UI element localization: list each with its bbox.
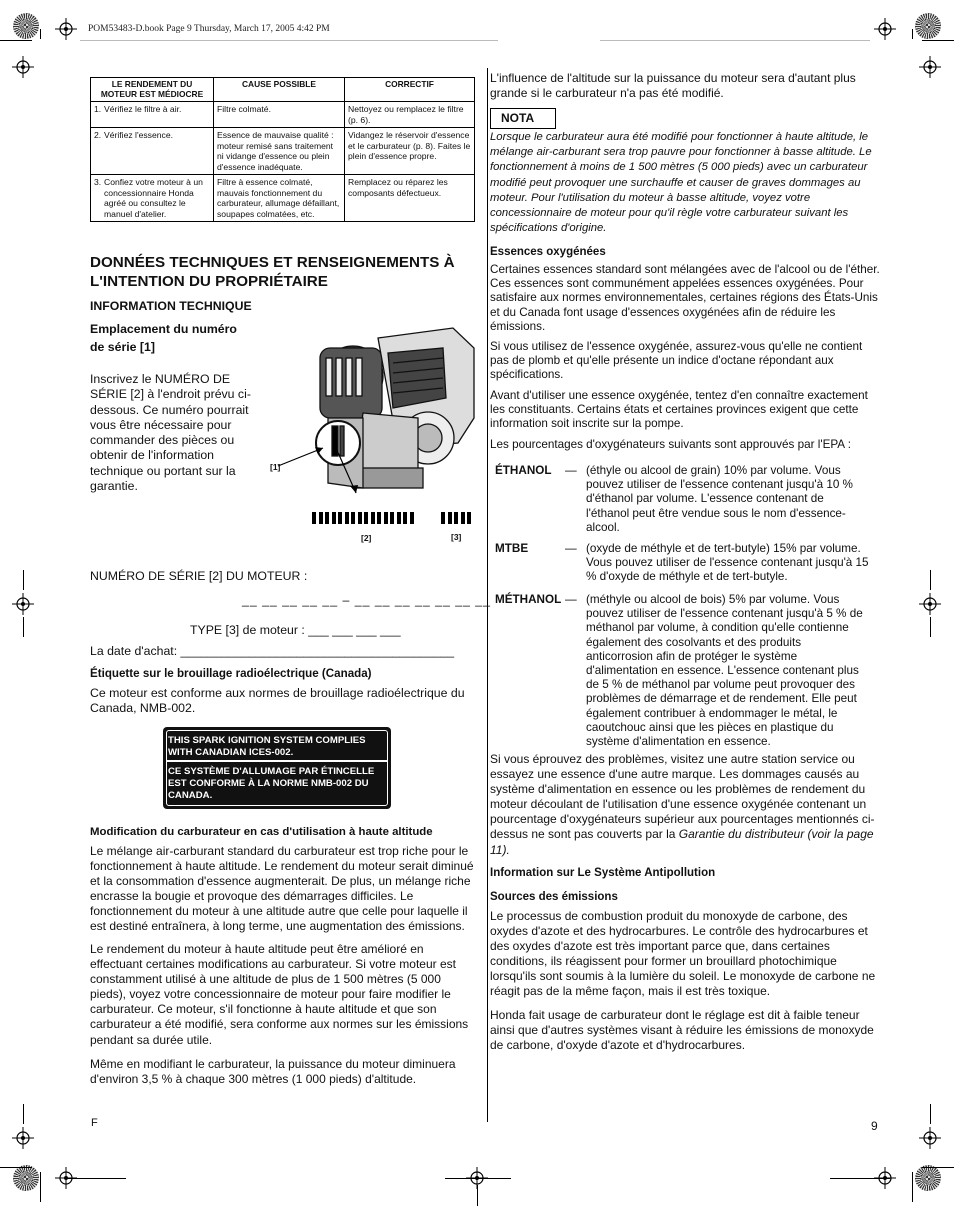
crosshair-mark-icon [919,1127,941,1149]
label-line: CANADA. [168,790,213,801]
table-cell: Filtre à essence colmaté, mauvais fonctionnement du carburateur, allumage défaillant, soupapes colmatées, etc. [214,175,345,222]
registration-disc-icon [915,13,941,39]
gas-description: (oxyde de méthyle et de tert-butyle) 15% par volume. Vous pouvez utiliser de l'essence contenant jusqu'à 15 % d'oxyde de méthyle et de tert-butyle. [586,542,869,584]
header-rule [600,40,870,41]
sources-paragraph: Le processus de combustion produit du monoxyde de carbone, des oxydes d'azote et des hydrocarbures. Le contrôle des hydrocarbures et des oxydes d'azote est très important parce que, dans certaines conditions, ils réagissent pour former un brouillard photochimique lorsqu'ils sont soumis à la lumière du soleil. Le monoxyde de carbone ne réagit pas de la même façon, mais il est très toxique. [490,909,876,999]
table-cell [91,102,214,128]
table-row [91,128,475,175]
trim-line [40,1172,41,1202]
table-cell: Filtre colmaté. [214,102,345,128]
table-header-row [91,78,475,102]
crosshair-mark-icon [919,593,941,615]
page-number: 9 [871,1119,878,1133]
crosshair-mark-icon [874,18,896,40]
registration-disc-icon [13,13,39,39]
purchase-date-field: La date d'achat: ________________________________________ [90,644,455,658]
trim-line [445,1178,511,1179]
header-rule [80,40,498,41]
nota-text: Lorsque le carburateur aura été modifié pour fonctionner à haute altitude, le mélange air-carburant sera trop pauvre pour fonctionner à basse altitude. Le fonctionnement à moins de 1 500 mètres (5 000 pieds) avec un carburateur modifié peut provoquer une surchauffe et causer de graves dommages au moteur. Pour l'utilisation du moteur à basse altitude, voyez votre concessionnaire de moteur pour qu'il règle votre carburateur suivant les spécifications d'origine. [490,131,872,235]
trim-line [912,29,913,39]
trim-line [912,1172,913,1202]
crosshair-mark-icon [12,593,34,615]
gas-label: ÉTHANOL [495,464,552,477]
radio-paragraph: Ce moteur est conforme aux normes de brouillage radioélectrique du Canada, NMB-002. [90,686,465,716]
serial-number-marker [312,511,416,523]
column-header: CAUSE POSSIBLE [214,78,345,102]
oxygenated-paragraph: Avant d'utiliser une essence oxygénée, tentez d'en connaître exactement les constituants. Certains états et certaines provinces exigent que cette information soit inscrite sur la pompe. [490,389,868,431]
label-line: WITH CANADIAN ICES-002. [168,747,294,758]
figure-callout-3: [3] [451,532,462,542]
altitude-paragraph: L'influence de l'altitude sur la puissance du moteur sera d'autant plus grande si le carburateur n'a pas été modifié. [490,71,856,101]
trim-line [40,29,41,39]
table-cell [91,175,214,222]
trim-line [922,1167,954,1168]
oxygenated-paragraph: Les pourcentages d'oxygénateurs suivants sont approuvés par l'EPA : [490,438,851,451]
label-line: CE SYSTÈME D'ALLUMAGE PAR ÉTINCELLE [168,766,375,777]
trim-line [0,1167,32,1168]
trim-line [830,1178,890,1179]
gas-dash: — [565,593,577,606]
trim-line [0,40,32,41]
figure-callout-1: [1] [270,462,281,472]
crosshair-mark-icon [12,56,34,78]
row-number: 2. [94,130,102,140]
nota-box: NOTA [490,108,556,129]
sources-paragraph: Honda fait usage de carburateur dont le réglage est dit à faible teneur ainsi que d'autres systèmes visant à réduire les émissions de monoxyde de carbone, d'oxyde d'azote et d'hydrocarbures. [490,1008,874,1053]
registration-disc-icon [915,1165,941,1191]
serial-field-label: NUMÉRO DE SÉRIE [2] DU MOTEUR : [90,569,308,583]
table-cell: Remplacez ou réparez les composants défectueux. [345,175,475,222]
gas-label: MTBE [495,542,529,555]
table-cell: Essence de mauvaise qualité : moteur remisé sans traitement ni vidange d'essence ou plein d'essence inadéquate. [214,128,345,175]
oxygenated-paragraph: Si vous utilisez de l'essence oxygénée, assurez-vous qu'elle ne contient pas de plomb et qu'elle présente un indice d'octane répondant aux spécifications. [490,340,863,382]
type-field: TYPE [3] de moteur : ___ ___ ___ ___ [190,623,401,637]
carburetor-heading: Modification du carburateur en cas d'utilisation à haute altitude [90,826,433,838]
crosshair-mark-icon [12,1127,34,1149]
trim-line [477,1185,478,1206]
gas-description: (éthyle ou alcool de grain) 10% par volume. Vous pouvez utiliser de l'essence contenant jusqu'à 10 % d'éthanol par volume. L'essence contenant de l'éthanol peut être vendue sous le nom d'essence-alcool. [586,464,853,534]
trim-line [922,40,954,41]
oxygenated-heading: Essences oxygénées [490,246,606,258]
gas-description: (méthyle ou alcool de bois) 5% par volume. Vous pouvez utiliser de l'essence contenant jusqu'à 5 % de méthanol par volume, à condition qu'elle contienne également des cosolvants et des produits anticorrosion afin de protéger le système d'alimentation en essence. L'essence contenant plus de 5 % de méthanol par volume peut provoquer des problèmes de démarrage et de rendement. Elle peut également contribuer à endommager le métal, le caoutchouc ainsi que les pièces en plastique du système d'alimentation en essence. [586,593,863,749]
table-cell: Nettoyez ou remplacez le filtre (p. 6). [345,102,475,128]
sources-heading: Sources des émissions [490,891,618,903]
carburetor-paragraph: Le mélange air-carburant standard du carburateur est trop riche pour le fonctionnement à haute altitude. Le rendement du moteur serait diminué et la consommation d'essence augmenterait. De plus, un mélange riche encrasse la bougie et provoque des démarrages difficiles. Le fonctionnement du moteur à une altitude autre que celle pour laquelle il est destiné entraînera, à long terme, une augmentation des émissions. [90,844,474,934]
gas-dash: — [565,464,577,477]
engine-illustration [268,318,480,500]
column-header: LE RENDEMENT DU MOTEUR EST MÉDIOCRE [91,78,214,102]
gas-dash: — [565,542,577,555]
serial-paragraph: Inscrivez le NUMÉRO DE SÉRIE [2] à l'endroit prévu ci-dessous. Ce numéro pourrait vous être nécessaire pour commander des pièces ou obtenir de l'information technique ou portant sur la garantie. [90,372,251,494]
serial-heading: Emplacement du numéro [90,322,237,336]
trim-line [23,617,24,637]
figure-callout-2: [2] [361,533,372,543]
carburetor-paragraph: Même en modifiant le carburateur, la puissance du moteur diminuera d'environ 3,5 % à chaque 300 mètres (1 000 pieds) d'altitude. [90,1057,456,1087]
row-number: 1. [94,104,102,114]
section-title: DONNÉES TECHNIQUES ET RENSEIGNEMENTS À L'INTENTION DU PROPRIÉTAIRE [90,254,455,290]
type-marker [441,511,474,523]
problems-paragraph [490,752,882,858]
gas-label: MÉTHANOL [495,593,562,606]
antipollution-heading: Information sur Le Système Antipollution [490,867,716,879]
label-line: EST CONFORME À LA NORME NMB-002 DU [168,778,369,789]
column-header: CORRECTIF [345,78,475,102]
serial-heading: de série [1] [90,340,155,354]
label-separator [166,760,388,762]
cell-text: Vérifiez le filtre à air. [104,104,182,114]
carburetor-paragraph: Le rendement du moteur à haute altitude peut être amélioré en effectuant certaines modifications au carburateur. Si votre moteur est constamment utilisé à une altitude de plus de 1 500 mètres (5 000 pieds), voyez votre concessionnaire de moteur pour faire modifier le carburateur. Ce moteur, s'il fonctionne à haute altitude et que son carburateur a été modifié, sera conforme aux normes sur les émissions pendant sa durée utile. [90,942,469,1047]
trim-line [23,1104,24,1124]
trim-line [930,617,931,637]
trim-line [23,570,24,590]
registration-disc-icon [13,1165,39,1191]
troubleshooting-table [90,77,475,222]
table-row [91,102,475,128]
cell-text: Vérifiez l'essence. [104,130,173,140]
footer-language: F [91,1117,98,1129]
trim-line [66,1178,126,1179]
trim-line [930,570,931,590]
label-line: THIS SPARK IGNITION SYSTEM COMPLIES [168,735,366,746]
row-number: 3. [94,177,102,187]
cell-text: Confiez votre moteur à un concessionnaire Honda agréé ou consultez le manuel d'atelier. [104,177,203,219]
serial-blank: __ __ __ __ __ – __ __ __ __ __ __ __ [242,593,491,607]
warranty-reference: Garantie du distributeur (voir la page 11). [490,827,874,857]
oxygenated-paragraph: Certaines essences standard sont mélangées avec de l'alcool ou de l'éther. Ces essences sont communément appelées essences oxygénées. Pour satisfaire aux normes environnementales, certaines régions des États-Unis et du Canada font usage d'essences oxygénées afin de réduire les émissions. [490,263,880,333]
ices-compliance-label [163,727,391,809]
table-cell: Vidangez le réservoir d'essence et le carburateur (p. 8). Faites le plein d'essence propre. [345,128,475,175]
problems-text: Si vous éprouvez des problèmes, visitez une autre station service ou essayez une essence d'une autre marque. Les dommages causés au système d'alimentation en essence ou les problèmes de rendement du moteur découlant de l'utilisation d'une essence oxygénée contenant un pourcentage d'oxygénateurs supérieur aux pourcentages mentionnés ci-dessus ne sont pas couverts par la [490,752,875,842]
table-row [91,175,475,222]
file-header: POM53483-D.book Page 9 Thursday, March 17, 2005 4:42 PM [88,24,330,34]
crosshair-mark-icon [919,56,941,78]
subheading-info-tech: INFORMATION TECHNIQUE [90,299,252,313]
trim-line [930,1104,931,1124]
table-cell [91,128,214,175]
crosshair-mark-icon [55,18,77,40]
radio-heading: Étiquette sur le brouillage radioélectrique (Canada) [90,667,372,680]
